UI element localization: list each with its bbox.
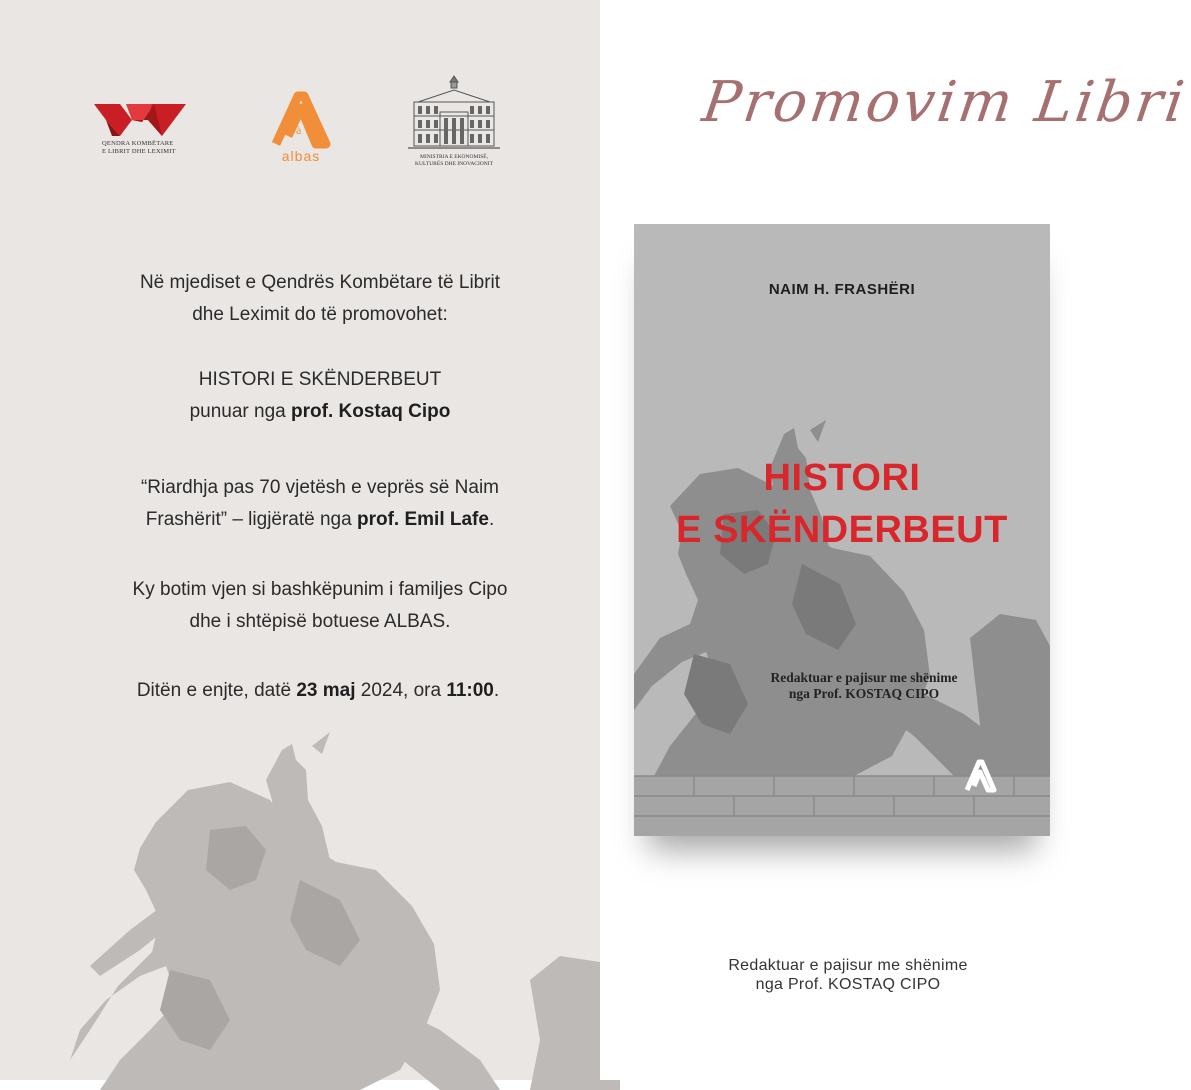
- lecture-line2: [20, 504, 620, 536]
- book-cover-subtitle: [704, 670, 1024, 702]
- svg-text:à: à: [296, 123, 302, 137]
- collaboration-line2: dhe i shtëpisë botuese ALBAS.: [189, 611, 451, 632]
- event-suffix: .: [493, 680, 500, 701]
- book-cover-subtitle-line2: nga Prof. KOSTAQ CIPO: [788, 686, 940, 701]
- book-info-text: [20, 364, 620, 428]
- qkll-logo: [92, 96, 192, 166]
- event-prefix: Ditën e enjte, datë: [136, 680, 297, 701]
- book-cover-author: NAIM H. FRASHËRI: [768, 281, 916, 298]
- intro-line2: dhe Leximit do të promovohet:: [192, 304, 448, 325]
- lecture-line2-suffix: .: [488, 509, 495, 530]
- skanderbeg-statue-image: [60, 730, 620, 1090]
- event-datetime: [18, 675, 618, 707]
- event-mid: 2024, ora: [355, 680, 447, 701]
- left-panel: [0, 0, 600, 1080]
- worked-by-name: prof. Kostaq Cipo: [291, 401, 451, 422]
- book-cover-subtitle-line1: Redaktuar e pajisur me shënime: [770, 670, 958, 685]
- ministry-building-icon: [404, 72, 504, 152]
- qkll-caption-line1: QENDRA KOMBËTARE: [102, 140, 174, 147]
- albas-a-icon: [266, 90, 336, 148]
- worked-by-prefix: punuar nga: [189, 401, 292, 422]
- book-cover-title-line1: HISTORI: [763, 457, 921, 499]
- albas-logo: [266, 90, 336, 170]
- lecture-line2-prefix: Frashërit” – ligjëratë nga: [145, 509, 357, 530]
- book-info-worked-by: [20, 396, 620, 428]
- promo-title: Promovim Libri: [698, 70, 1191, 135]
- book-publisher-a-icon: [964, 758, 996, 794]
- intro-line1: Në mjediset e Qendrës Kombëtare të Librit: [139, 272, 501, 293]
- right-panel: [600, 0, 1191, 1080]
- book-caption-line1: Redaktuar e pajisur me shënime: [728, 957, 968, 974]
- collaboration-text: [20, 574, 620, 638]
- book-caption-line2: nga Prof. KOSTAQ CIPO: [755, 976, 941, 993]
- ministry-caption-line2: KULTURËS DHE INOVACIONIT: [415, 161, 493, 167]
- book-cover-title: [634, 452, 1050, 556]
- qkll-emblem-icon: [92, 96, 192, 140]
- ministry-caption-line1: MINISTRIA E EKONOMISË,: [420, 154, 488, 160]
- book-caption: [600, 956, 1096, 994]
- book-info-title: HISTORI E SKËNDERBEUT: [198, 369, 442, 390]
- qkll-caption-line2: E LIBRIT DHE LEXIMIT: [102, 148, 176, 155]
- collaboration-line1: Ky botim vjen si bashkëpunim i familjes Cipo: [132, 579, 508, 600]
- albas-caption: albas: [281, 148, 321, 164]
- event-time: 11:00: [446, 680, 494, 701]
- ministry-logo: [404, 72, 504, 172]
- book-cover: [634, 224, 1050, 836]
- book-cover-title-line2: E SKËNDERBEUT: [676, 509, 1008, 551]
- event-date: 23 maj: [296, 680, 356, 701]
- lecture-text: [20, 472, 620, 536]
- lecture-line1: “Riardhja pas 70 vjetësh e veprës së Naim: [140, 477, 499, 498]
- lecture-speaker-name: prof. Emil Lafe: [356, 509, 489, 530]
- intro-text: [20, 267, 620, 331]
